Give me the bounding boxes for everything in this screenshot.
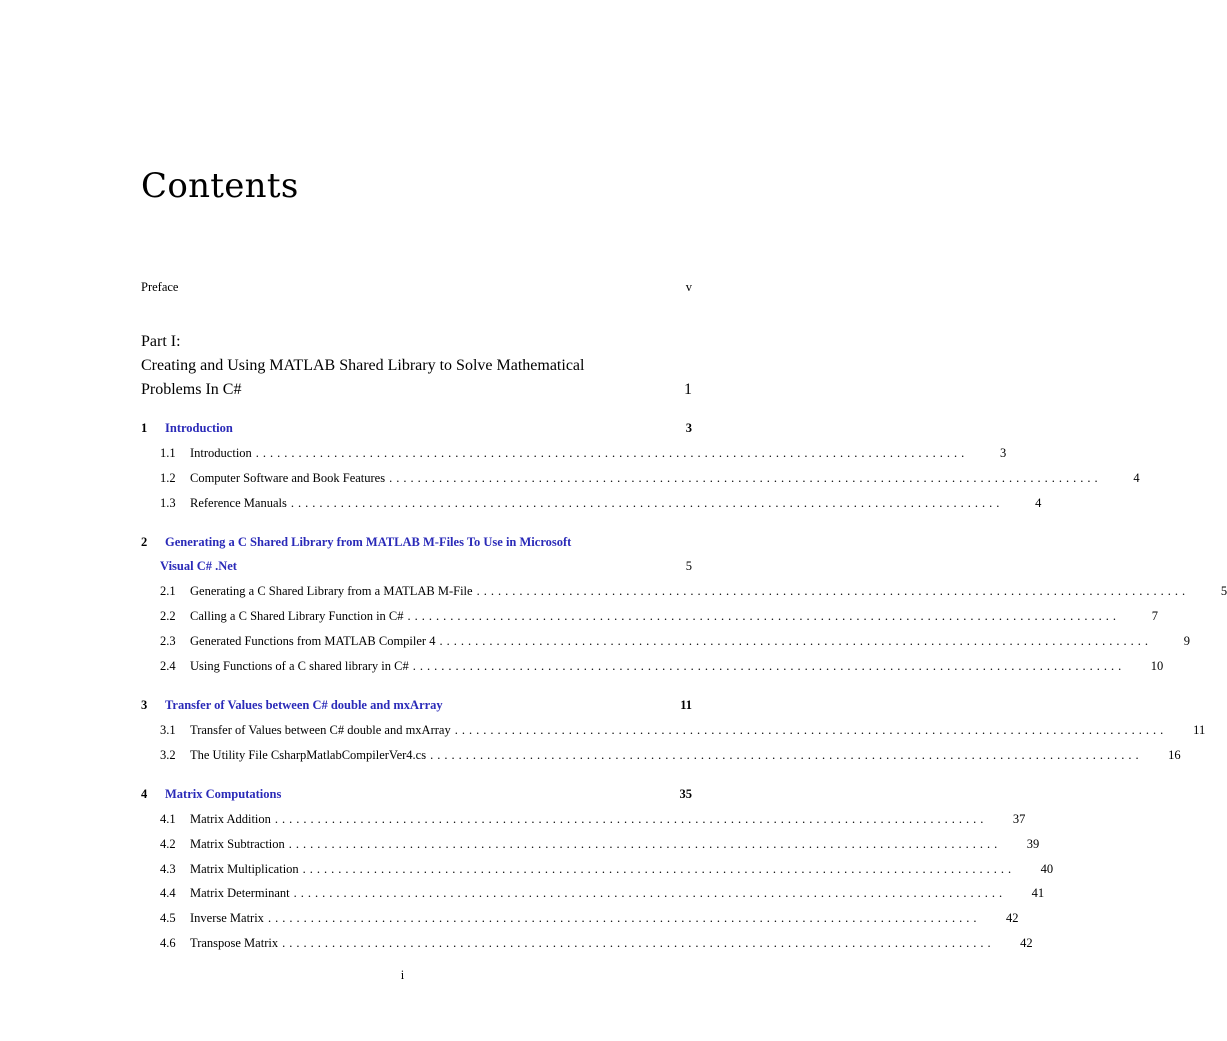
chapter-number: 4 <box>141 787 148 801</box>
dot-leader: .................................................................................................... <box>267 911 981 925</box>
section-row[interactable] <box>160 723 1206 738</box>
section-page: 42 <box>1005 911 1019 925</box>
section-row[interactable] <box>160 609 1159 624</box>
dot-leader: .................................................................................................... <box>389 471 1102 485</box>
section-page: 39 <box>1026 837 1040 851</box>
section-number: 4.1 <box>160 812 176 826</box>
section-number: 4.2 <box>160 837 176 851</box>
part-page: 1 <box>684 381 692 398</box>
section-page: 37 <box>1012 812 1026 826</box>
section-title: Transpose Matrix <box>190 936 279 950</box>
chapter-page: 3 <box>685 421 692 435</box>
section-title: Using Functions of a C shared library in C# <box>190 659 409 673</box>
section-title: Introduction <box>190 446 252 460</box>
section-row[interactable] <box>160 584 1227 599</box>
section-page: 4 <box>1133 471 1140 485</box>
section-title: Computer Software and Book Features <box>190 471 386 485</box>
section-number: 3.1 <box>160 723 176 737</box>
section-title: Matrix Determinant <box>190 886 290 900</box>
section-row[interactable] <box>160 446 1007 461</box>
section-page: 4 <box>1035 496 1042 510</box>
chapter-page: 35 <box>679 787 692 801</box>
section-page: 41 <box>1031 886 1045 900</box>
section-row[interactable] <box>160 748 1181 763</box>
section-row[interactable] <box>160 496 1042 511</box>
chapter-number: 3 <box>141 698 148 712</box>
section-number: 2.3 <box>160 634 176 648</box>
preface-label: Preface <box>141 280 179 294</box>
section-page: 16 <box>1168 748 1181 762</box>
section-row[interactable] <box>160 659 1164 674</box>
part-title-line2: Problems In C# <box>141 381 242 398</box>
section-page: 7 <box>1151 609 1159 623</box>
dot-leader: .................................................................................................... <box>439 634 1152 648</box>
section-page: 3 <box>1000 446 1007 460</box>
chapter-number: 2 <box>141 535 148 549</box>
section-row[interactable] <box>160 911 1019 926</box>
section-title: Generating a C Shared Library from a MATLAB M-File <box>190 584 473 598</box>
section-title: Matrix Subtraction <box>190 837 285 851</box>
section-title: Transfer of Values between C# double and mxArray <box>190 723 451 737</box>
section-number: 2.2 <box>160 609 176 623</box>
section-title: The Utility File CsharpMatlabCompilerVer4.cs <box>190 748 427 762</box>
part-title-line1: Creating and Using MATLAB Shared Library to Solve Mathematical <box>141 357 585 374</box>
section-page: 5 <box>1220 584 1227 598</box>
section-row[interactable] <box>160 886 1045 901</box>
section-title: Matrix Addition <box>190 812 271 826</box>
section-row[interactable] <box>160 634 1190 649</box>
chapter-title-link[interactable]: Matrix Computations <box>165 787 282 801</box>
section-row[interactable] <box>160 862 1054 877</box>
section-title: Inverse Matrix <box>190 911 264 925</box>
section-number: 4.5 <box>160 911 176 925</box>
section-number: 4.4 <box>160 886 176 900</box>
section-number: 3.2 <box>160 748 176 762</box>
dot-leader: .................................................................................................... <box>412 659 1126 673</box>
section-page: 42 <box>1020 936 1033 950</box>
chapter-title-link[interactable]: Generating a C Shared Library from MATLAB M-Files To Use in Microsoft <box>165 535 572 549</box>
chapter-page: 5 <box>685 559 692 573</box>
dot-leader: .................................................................................................... <box>476 584 1190 598</box>
section-row[interactable] <box>160 812 1026 827</box>
dot-leader: .................................................................................................... <box>282 936 995 950</box>
part-label: Part I: <box>141 333 181 350</box>
chapter-number: 1 <box>141 421 148 435</box>
dot-leader: .................................................................................................... <box>430 748 1143 762</box>
chapter-title-link[interactable]: Transfer of Values between C# double and mxArray <box>165 698 443 712</box>
section-number: 4.6 <box>160 936 176 950</box>
section-number: 1.2 <box>160 471 176 485</box>
section-page: 10 <box>1150 659 1164 673</box>
chapter-page: 11 <box>680 698 692 712</box>
section-title: Reference Manuals <box>190 496 287 510</box>
dot-leader: .................................................................................................... <box>255 446 969 460</box>
dot-leader: .................................................................................................... <box>290 496 1004 510</box>
dot-leader: .................................................................................................... <box>288 837 1002 851</box>
dot-leader: .................................................................................................... <box>454 723 1168 737</box>
section-number: 1.1 <box>160 446 176 460</box>
dot-leader: .................................................................................................... <box>293 886 1007 900</box>
page-title: Contents <box>141 166 299 206</box>
page-number-footer: i <box>400 968 405 982</box>
dot-leader: .................................................................................................... <box>302 862 1016 876</box>
section-row[interactable] <box>160 471 1140 486</box>
section-title: Matrix Multiplication <box>190 862 299 876</box>
section-page: 9 <box>1183 634 1190 648</box>
toc-preface[interactable] <box>141 280 692 295</box>
preface-page: v <box>685 280 692 294</box>
section-title: Generated Functions from MATLAB Compiler 4 <box>190 634 436 648</box>
section-number: 1.3 <box>160 496 176 510</box>
section-page: 40 <box>1040 862 1054 876</box>
dot-leader: .................................................................................................... <box>274 812 988 826</box>
section-number: 2.1 <box>160 584 176 598</box>
section-row[interactable] <box>160 936 1033 951</box>
toc-part-1 <box>141 330 692 402</box>
chapter-title-link-cont[interactable]: Visual C# .Net <box>160 559 237 573</box>
chapter-title-link[interactable]: Introduction <box>165 421 233 435</box>
section-row[interactable] <box>160 837 1040 852</box>
section-number: 4.3 <box>160 862 176 876</box>
dot-leader: .................................................................................................... <box>407 609 1121 623</box>
section-title: Calling a C Shared Library Function in C# <box>190 609 404 623</box>
section-number: 2.4 <box>160 659 176 673</box>
section-page: 11 <box>1193 723 1206 737</box>
